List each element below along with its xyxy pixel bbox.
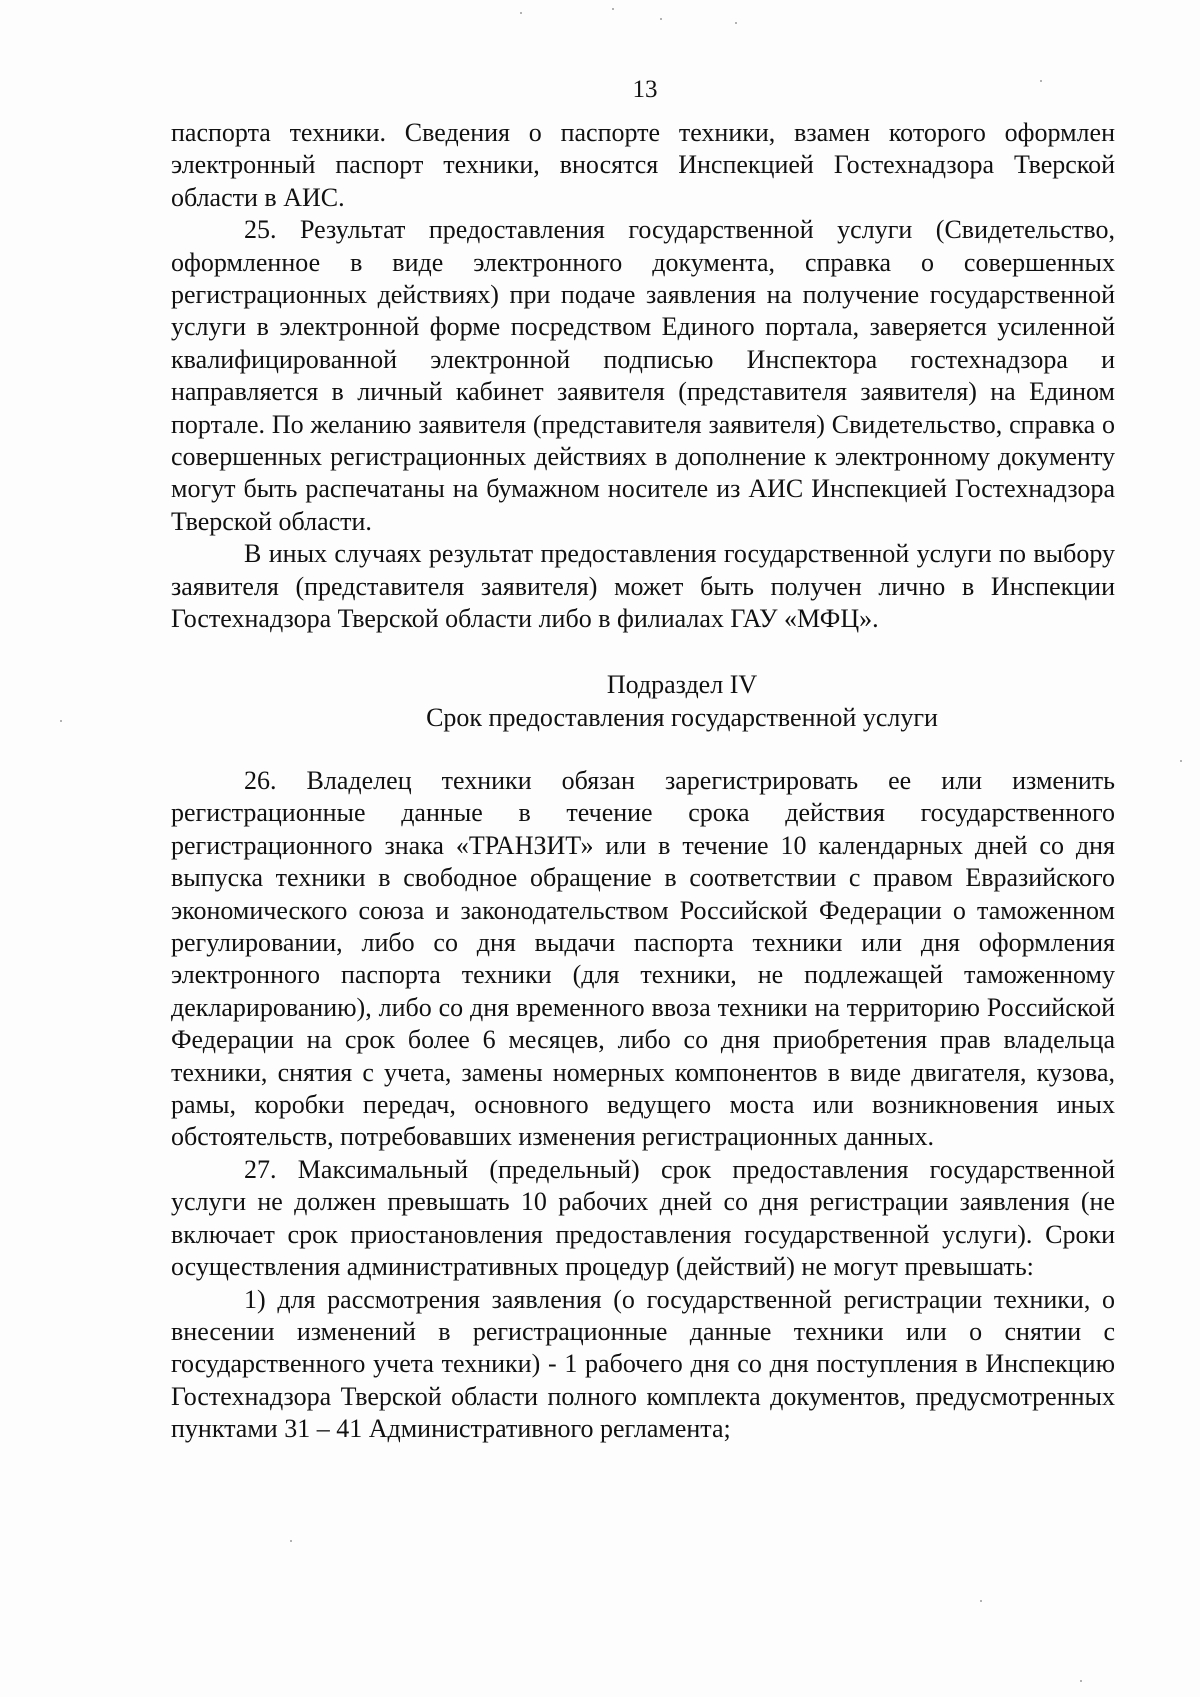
intro-text-block	[171, 117, 1115, 636]
scan-speck	[290, 1540, 292, 1542]
paragraph-25: 25. Результат предоставления государственной услуги (Свидетельство, оформленное в виде электронного документа, справка о совершенных регистрационных действиях) при подаче заявления на получение государственной услуги в электронной форме посредством Единого портала, заверяется усиленной квалифицированной электронной подписью Инспектора гостехнадзора и направляется в личный кабинет заявителя (представителя заявителя) на Едином портале. По желанию заявителя (представителя заявителя) Свидетельство, справка о совершенных регистрационных действиях в дополнение к электронному документу могут быть распечатаны на бумажном носителе из АИС Инспекцией Гостехнадзора Тверской области.	[171, 215, 1115, 536]
scan-speck	[612, 8, 614, 10]
scan-speck	[1040, 80, 1042, 82]
paragraph-26: 26. Владелец техники обязан зарегистрировать ее или изменить регистрационные данные в течение срока действия государственного регистрационного знака «ТРАНЗИТ» или в течение 10 календарных дней со дня выпуска техники в свободное обращение в соответствии с правом Евразийского экономического союза и законодательством Российской Федерации о таможенном регулировании, либо со дня выдачи паспорта техники или дня оформления электронного паспорта техники (для техники, не подлежащей таможенному декларированию), либо со дня временного ввоза техники на территорию Российской Федерации на срок более 6 месяцев, либо со дня приобретения прав владельца техники, снятия с учета, замены номерных компонентов в виде двигателя, кузова, рамы, коробки передач, основного ведущего моста или возникновения иных обстоятельств, потребовавших изменения регистрационных данных.	[171, 766, 1115, 1152]
scan-speck	[520, 12, 522, 14]
page-number: 13	[632, 76, 658, 103]
section-title: Подраздел IV	[606, 670, 758, 699]
section-subtitle: Срок предоставления государственной услуги	[426, 703, 938, 732]
scan-speck	[1080, 1680, 1082, 1682]
section-text-block	[171, 765, 1115, 1446]
paragraph-continuation: паспорта техники. Сведения о паспорте техники, взамен которого оформлен электронный паспорт техники, вносятся Инспекцией Гостехнадзора Тверской области в АИС.	[171, 118, 1115, 212]
scan-speck	[660, 18, 662, 20]
paragraph-27-item-1: 1) для рассмотрения заявления (о государственной регистрации техники, о внесении изменений в регистрационные данные техники или о снятии с государственного учета техники) - 1 рабочего дня со дня поступления в Инспекцию Гостехнадзора Тверской области полного комплекта документов, предусмотренных пунктами 31 – 41 Административного регламента;	[171, 1284, 1115, 1444]
scan-speck	[60, 720, 62, 722]
scan-speck	[1180, 760, 1182, 762]
scan-speck	[735, 22, 737, 24]
scan-speck	[980, 1600, 982, 1602]
paragraph-27: 27. Максимальный (предельный) срок предоставления государственной услуги не должен превышать 10 рабочих дней со дня регистрации заявления (не включает срок приостановления предоставления государственной услуги). Сроки осуществления административных процедур (действий) не могут превышать:	[171, 1154, 1115, 1282]
paragraph-result-other-cases: В иных случаях результат предоставления государственной услуги по выбору заявителя (представителя заявителя) может быть получен лично в Инспекции Гостехнадзора Тверской области либо в филиалах ГАУ «МФЦ».	[171, 539, 1115, 634]
